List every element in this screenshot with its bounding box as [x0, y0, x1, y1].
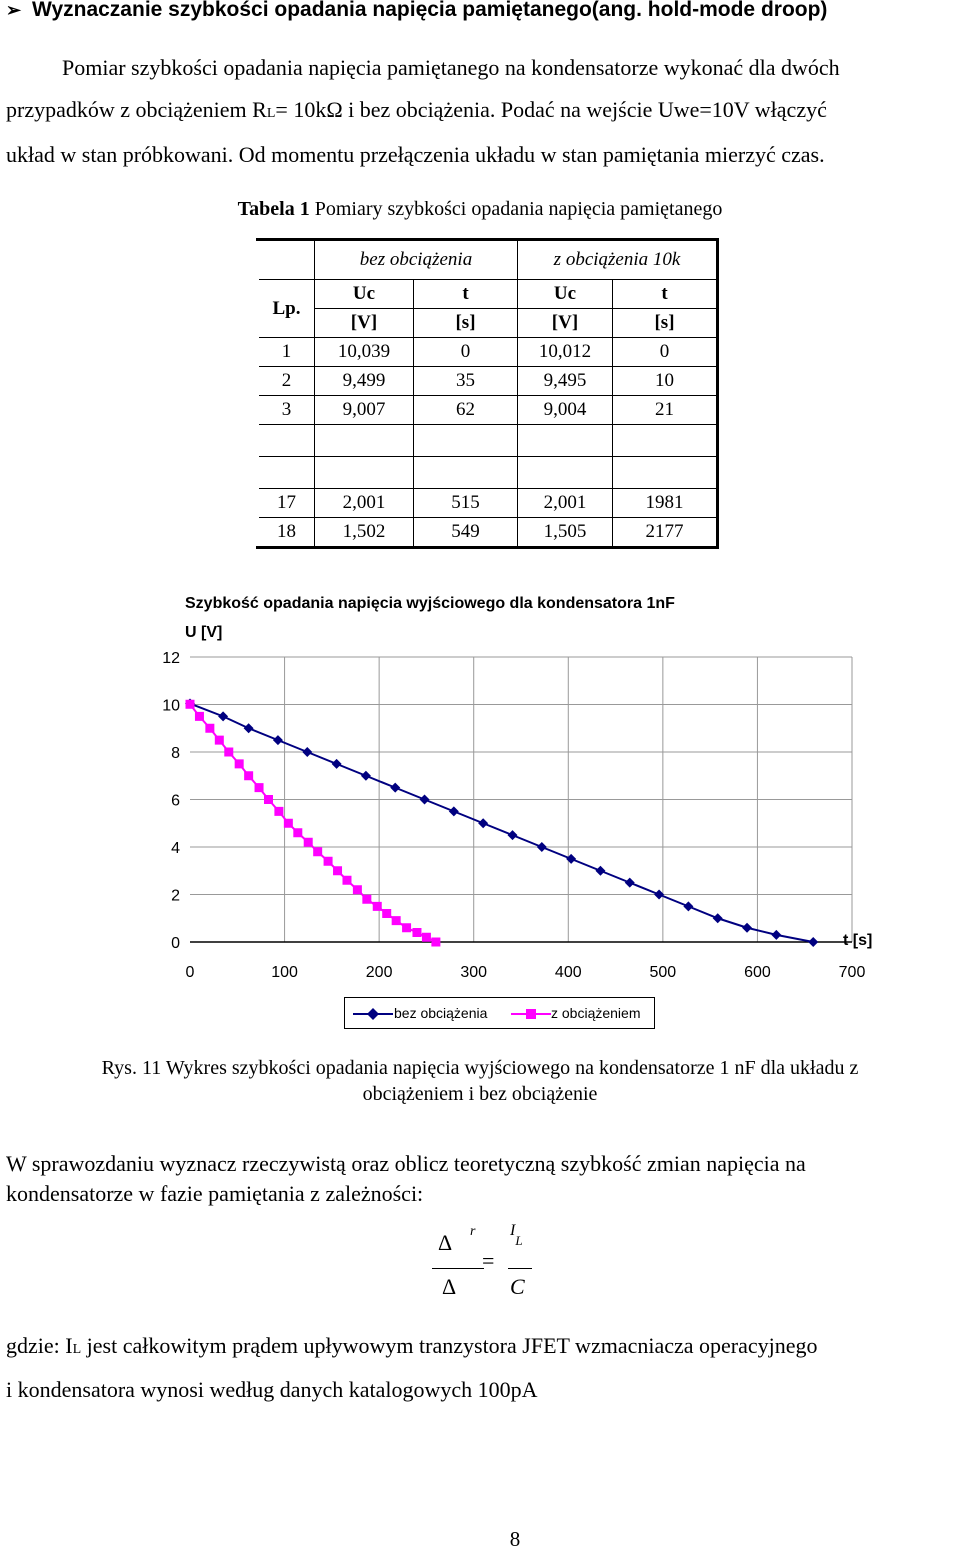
data-point-load: [255, 783, 264, 792]
y-tick-label: 4: [171, 840, 180, 857]
lp-header: Lp.: [258, 280, 315, 338]
data-point-no-load: [449, 806, 459, 816]
x-tick-label: 600: [744, 964, 771, 981]
page-number: 8: [509, 1527, 521, 1551]
formula-delta-top: Δ: [438, 1230, 453, 1255]
data-point-load: [224, 748, 233, 757]
table-row: 17 2,001 515 2,001 1981: [258, 489, 718, 518]
data-point-no-load: [273, 735, 283, 745]
legend-marker-load: [511, 1006, 551, 1022]
data-point-load: [324, 857, 333, 866]
data-point-no-load: [302, 747, 312, 757]
x-tick-label: 500: [649, 964, 677, 981]
data-point-no-load: [683, 901, 693, 911]
data-point-load: [431, 938, 440, 947]
x-tick-label: 0: [185, 964, 195, 981]
data-point-no-load: [595, 866, 605, 876]
data-point-no-load: [507, 830, 517, 840]
formula-delta-bottom: Δ: [442, 1274, 457, 1299]
data-point-load: [373, 902, 382, 911]
data-point-load: [392, 916, 401, 925]
table-row: 18 1,502 549 1,505 2177: [258, 518, 718, 548]
data-point-no-load: [808, 937, 818, 947]
section-heading-text: Wyznaczanie szybkości opadania napięcia pamiętanego(ang. hold-mode droop): [32, 0, 828, 21]
formula-current: $I_L$: [510, 1222, 523, 1248]
intro-line-1: Pomiar szybkości opadania napięcia pamiętanego na kondensatorze wykonać dla dwóch: [62, 55, 840, 80]
series-line-no-load: [190, 704, 813, 942]
formula-equals: =: [482, 1248, 495, 1273]
data-point-no-load: [713, 913, 723, 923]
col-t-load: t: [613, 280, 718, 309]
data-point-load: [244, 771, 253, 780]
legend-label-no-load: bez obciążenia: [394, 1005, 488, 1021]
where-line-2: i kondensatora wynosi według danych katalogowych 100pA: [6, 1377, 538, 1402]
chart-title: Szybkość opadania napięcia wyjściowego dla kondensatora 1nF: [185, 595, 675, 612]
data-point-load: [274, 807, 283, 816]
formula-numerator-var: r: [470, 1224, 476, 1239]
table-caption: Tabela 1 Pomiary szybkości opadania napięcia pamiętanego: [237, 198, 723, 220]
unit-v-no-load: [V]: [315, 309, 414, 338]
x-tick-label: 200: [365, 964, 393, 981]
data-point-load: [284, 819, 293, 828]
data-point-load: [342, 876, 351, 885]
data-point-no-load: [244, 723, 254, 733]
y-tick-label: 6: [171, 792, 180, 810]
table-row: 1 10,039 0 10,012 0: [258, 338, 718, 367]
chart-legend: [344, 997, 655, 1029]
droop-formula: [420, 1222, 560, 1310]
unit-s-load: [s]: [613, 309, 718, 338]
data-point-no-load: [537, 842, 547, 852]
data-point-load: [382, 909, 391, 918]
data-point-no-load: [566, 854, 576, 864]
data-point-no-load: [625, 878, 635, 888]
legend-marker-no-load: [353, 1006, 393, 1022]
data-point-no-load: [361, 771, 371, 781]
data-point-load: [293, 828, 302, 837]
report-line-2: kondensatorze w fazie pamiętania z zależności:: [6, 1181, 424, 1206]
formula-fraction-bar-right: [508, 1268, 532, 1269]
where-line-1: gdzie: IL jest całkowitym prądem upływowym tranzystora JFET wzmacniacza operacyjnego: [6, 1333, 818, 1358]
data-point-load: [235, 759, 244, 768]
data-point-no-load: [742, 923, 752, 933]
data-point-no-load: [420, 795, 430, 805]
group-header-load: z obciążenia 10k: [518, 240, 718, 280]
data-point-load: [333, 866, 342, 875]
data-point-no-load: [218, 711, 228, 721]
data-point-no-load: [478, 818, 488, 828]
arrow-bullet-icon: ➢: [6, 0, 22, 20]
y-tick-label: 10: [162, 697, 180, 715]
report-line-1: W sprawozdaniu wyznacz rzeczywistą oraz oblicz teoretyczną szybkość zmian napięcia na: [6, 1151, 806, 1176]
data-point-load: [362, 895, 371, 904]
intro-line-3: układ w stan próbkowani. Od momentu przełączenia układu w stan pamiętania mierzyć czas.: [6, 142, 825, 167]
col-uc-load: Uc: [518, 280, 613, 309]
data-point-load: [195, 712, 204, 721]
data-point-load: [205, 724, 214, 733]
y-tick-label: 2: [171, 887, 180, 905]
table-row: 3 9,007 62 9,004 21: [258, 396, 718, 425]
intro-line-2: przypadków z obciążeniem RL= 10kΩ i bez obciążenia. Podać na wejście Uwe=10V włączyć: [6, 97, 827, 122]
group-header-no-load: bez obciążenia: [315, 240, 518, 280]
x-tick-label: 400: [554, 964, 582, 981]
unit-v-load: [V]: [518, 309, 613, 338]
unit-s-no-load: [s]: [414, 309, 518, 338]
y-tick-label: 8: [171, 745, 180, 762]
col-uc-no-load: Uc: [315, 280, 414, 309]
data-point-load: [304, 838, 313, 847]
data-point-load: [353, 885, 362, 894]
y-tick-label: 12: [162, 650, 180, 667]
chart-y-axis-label: U [V]: [185, 624, 223, 641]
data-point-no-load: [332, 759, 342, 769]
data-point-load: [402, 923, 411, 932]
x-tick-label: 700: [838, 964, 866, 981]
data-point-load: [422, 933, 431, 942]
data-point-load: [412, 928, 421, 937]
formula-capacitance: C: [510, 1274, 525, 1299]
x-tick-label: 300: [460, 964, 488, 981]
formula-fraction-bar-left: [432, 1268, 484, 1269]
data-point-load: [264, 795, 273, 804]
legend-label-load: z obciążeniem: [551, 1005, 641, 1021]
y-tick-label: 0: [171, 935, 180, 952]
chart-x-axis-label: t [s]: [843, 932, 873, 949]
data-point-no-load: [771, 930, 781, 940]
series-line-load: [190, 704, 436, 942]
x-tick-label: 100: [271, 964, 298, 981]
data-point-load: [313, 847, 322, 856]
table-row: 2 9,499 35 9,495 10: [258, 367, 718, 396]
col-t-no-load: t: [414, 280, 518, 309]
data-point-load: [215, 736, 224, 745]
figure-caption: Rys. 11 Wykres szybkości opadania napięcia wyjściowego na kondensatorze 1 nF dla układu z obciążeniem i bez obciążenie: [101, 1057, 859, 1105]
data-point-no-load: [390, 783, 400, 793]
data-point-load: [186, 700, 195, 709]
